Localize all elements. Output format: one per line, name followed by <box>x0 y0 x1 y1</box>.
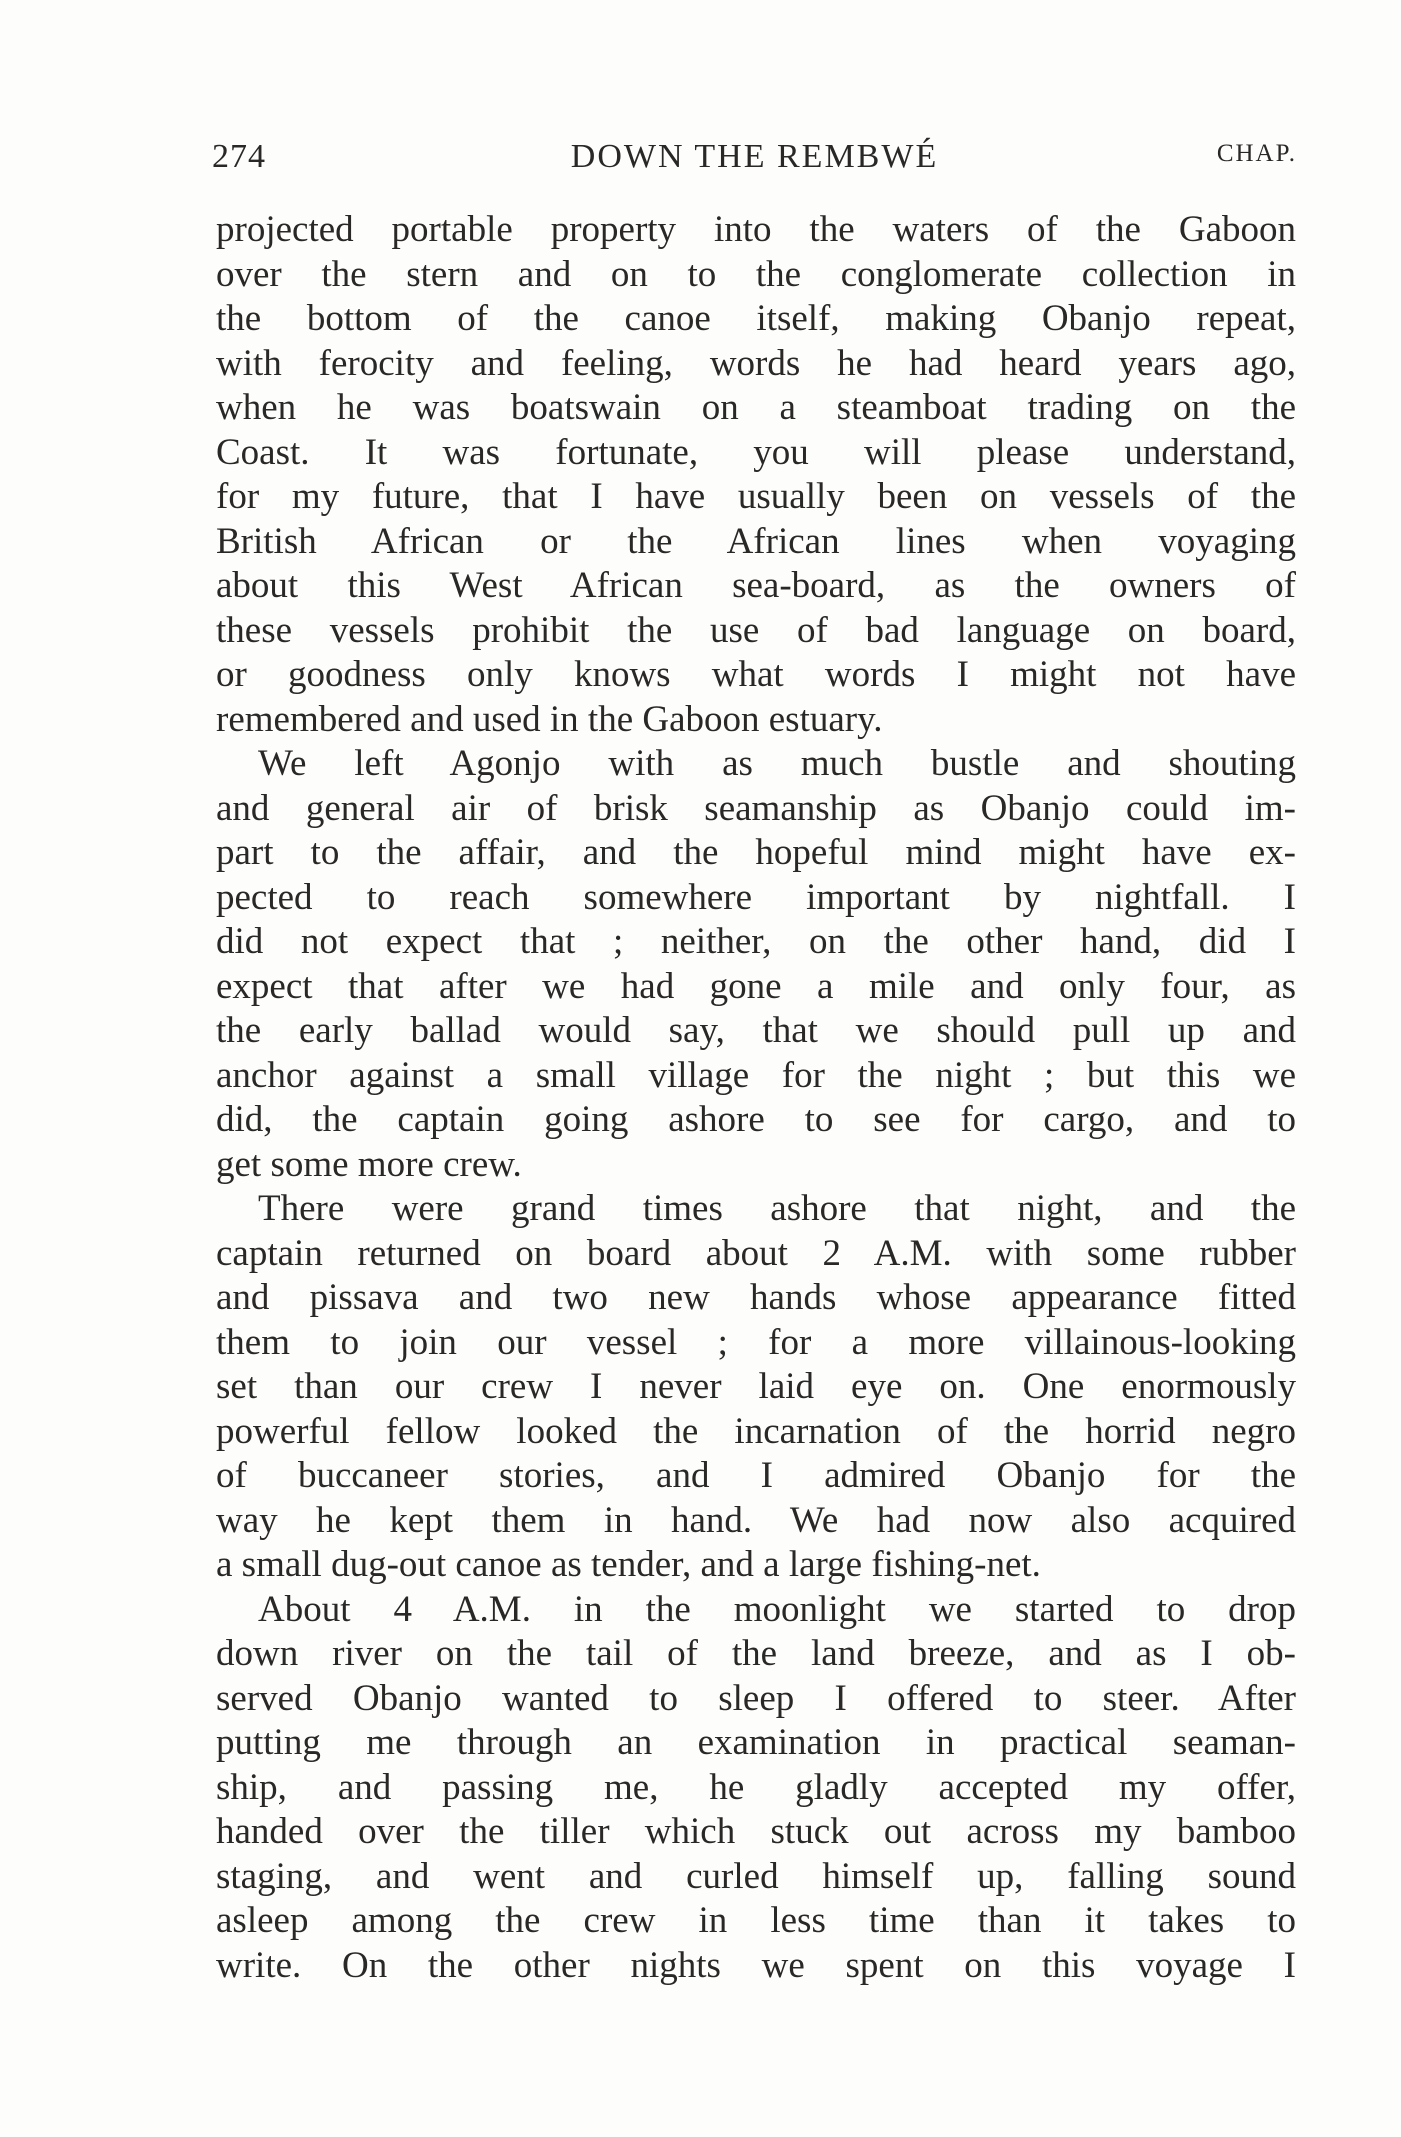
text-line: expect that after we had gone a mile and only four, as <box>216 965 1296 1007</box>
chapter-label: CHAP. <box>1216 140 1297 167</box>
text-line: of buccaneer stories, and I admired Obanjo for the <box>216 1455 1296 1496</box>
body-text <box>216 208 1296 1988</box>
text-line: projected portable property into the waters of the Gaboon <box>216 209 1296 250</box>
text-line: these vessels prohibit the use of bad language on board, <box>216 609 1296 651</box>
text-line: the early ballad would say, that we should pull up and <box>216 1010 1296 1051</box>
text-line: get some more crew. <box>216 1143 522 1185</box>
text-line: powerful fellow looked the incarnation of the horrid negro <box>216 1410 1296 1452</box>
text-line: asleep among the crew in less time than it takes to <box>216 1900 1296 1941</box>
text-line: remembered and used in the Gaboon estuary. <box>216 698 883 740</box>
text-line: pected to reach somewhere important by nightfall. I <box>216 876 1296 918</box>
text-line: about this West African sea-board, as the owners of <box>216 565 1296 606</box>
text-line: and pissava and two new hands whose appearance fitted <box>216 1277 1296 1318</box>
text-line: Coast. It was fortunate, you will please understand, <box>216 431 1296 473</box>
text-line: way he kept them in hand. We had now also acquired <box>216 1499 1296 1541</box>
text-line: or goodness only knows what words I might not have <box>216 654 1296 695</box>
page-header <box>212 138 1297 188</box>
text-line: served Obanjo wanted to sleep I offered to steer. After <box>216 1677 1296 1719</box>
text-line: over the stern and on to the conglomerate collection in <box>216 253 1296 295</box>
text-line: anchor against a small village for the night ; but this we <box>216 1054 1296 1096</box>
text-line: We left Agonjo with as much bustle and shouting <box>258 743 1296 784</box>
text-line: did not expect that ; neither, on the other hand, did I <box>216 921 1296 962</box>
text-line: write. On the other nights we spent on this voyage I <box>216 1944 1296 1986</box>
page-number: 274 <box>212 138 266 175</box>
text-line: down river on the tail of the land breeze, and as I ob- <box>216 1633 1296 1674</box>
text-line: with ferocity and feeling, words he had heard years ago, <box>216 342 1296 384</box>
text-line: when he was boatswain on a steamboat trading on the <box>216 387 1296 428</box>
text-line: them to join our vessel ; for a more villainous-looking <box>216 1321 1296 1363</box>
text-line: did, the captain going ashore to see for cargo, and to <box>216 1099 1296 1140</box>
text-line: part to the affair, and the hopeful mind might have ex- <box>216 832 1296 873</box>
text-line: handed over the tiller which stuck out across my bamboo <box>216 1811 1296 1852</box>
text-line: staging, and went and curled himself up, falling sound <box>216 1855 1296 1897</box>
text-line: a small dug-out canoe as tender, and a large fishing-net. <box>216 1544 1041 1585</box>
text-line: There were grand times ashore that night, and the <box>258 1188 1296 1229</box>
text-line: and general air of brisk seamanship as Obanjo could im- <box>216 787 1296 829</box>
text-line: British African or the African lines when voyaging <box>216 520 1296 562</box>
text-line: the bottom of the canoe itself, making Obanjo repeat, <box>216 298 1296 339</box>
text-line: for my future, that I have usually been on vessels of the <box>216 476 1296 517</box>
text-line: set than our crew I never laid eye on. One enormously <box>216 1366 1296 1407</box>
text-line: About 4 A.M. in the moonlight we started to drop <box>258 1588 1296 1630</box>
text-line: captain returned on board about 2 A.M. with some rubber <box>216 1232 1296 1274</box>
running-title: DOWN THE REMBWÉ <box>570 138 939 175</box>
text-line: ship, and passing me, he gladly accepted my offer, <box>216 1766 1296 1808</box>
text-line: putting me through an examination in practical seaman- <box>216 1722 1296 1763</box>
